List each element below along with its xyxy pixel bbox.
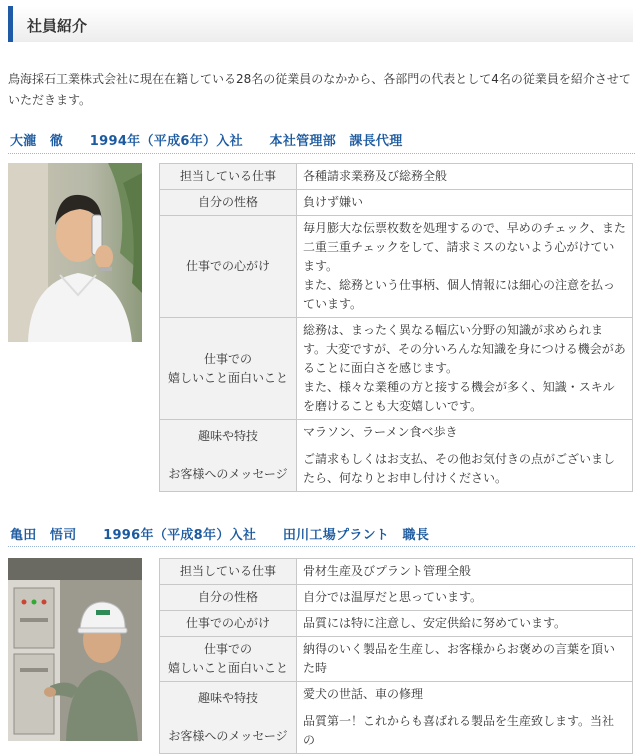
joy-text-1: 総務は、まったく異なる幅広い分野の知識が求められます。大変ですが、その分いろんな知識を身につける機会があることに面白さを感じます。 [303, 323, 626, 375]
hobby-message-label [160, 420, 297, 492]
page-title: 社員紹介 [27, 17, 88, 35]
mindset-label: 仕事での心がけ [160, 216, 297, 318]
table-row [160, 637, 633, 682]
table-row [160, 318, 633, 420]
personality-value: 負けず嫌い [297, 190, 633, 216]
joy-label-line-1: 仕事での [203, 642, 252, 656]
employee-1-header: 大瀧 徹 1994年（平成6年）入社 本社管理部 課長代理 [10, 134, 403, 149]
hobby-message-value [297, 682, 633, 754]
hobby-message-value [297, 420, 633, 492]
page-title-bar [8, 6, 633, 42]
joy-label-line-2: 嬉しいこと面白いこと [167, 370, 288, 385]
joy-value [297, 318, 633, 420]
hobby-value: 愛犬の世話、車の修理 [303, 687, 424, 701]
personality-label: 自分の性格 [160, 585, 297, 611]
message-value: 品質第一！これからも喜ばれる製品を生産致します。当社の [303, 714, 615, 747]
work-value: 各種請求業務及び総務全般 [297, 164, 633, 190]
intro-text: 鳥海採石工業株式会社に現在在籍している28名の従業員のなかから、各部門の代表として4名の従業員を紹介させていただきます。 [8, 72, 631, 107]
employee-2-divider [8, 546, 635, 547]
table-row [160, 585, 633, 611]
hobby-label: 趣味や特技 [197, 429, 258, 443]
hobby-value: マラソン、ラーメン食べ歩き [303, 425, 458, 439]
table-row [160, 611, 633, 637]
table-row [160, 559, 633, 585]
employee-1-photo [8, 163, 142, 342]
mindset-text-2: また、総務という仕事柄、個人情報には細心の注意を払っています。 [303, 278, 616, 311]
mindset-text-1: 毎月膨大な伝票枚数を処理するので、早めのチェック、また二重三重チェックをして、請求ミスのないよう心がけています。 [303, 221, 626, 273]
mindset-value: 品質には特に注意し、安定供給に努めています。 [297, 611, 633, 637]
mindset-value [297, 216, 633, 318]
personality-label: 自分の性格 [160, 190, 297, 216]
message-label: お客様へのメッセージ [168, 729, 288, 743]
table-row [160, 216, 633, 318]
message-label: お客様へのメッセージ [168, 467, 288, 481]
joy-value: 納得のいく製品を生産し、お客様からお褒めの言葉を頂いた時 [297, 637, 633, 682]
hobby-label: 趣味や特技 [197, 691, 258, 705]
hobby-message-label [160, 682, 297, 754]
joy-label [160, 318, 297, 420]
work-label: 担当している仕事 [160, 559, 297, 585]
joy-label-line-1: 仕事での [203, 351, 252, 366]
table-row [160, 164, 633, 190]
mindset-label: 仕事での心がけ [160, 611, 297, 637]
table-row [160, 682, 633, 754]
employee-1-profile-table [159, 163, 633, 492]
table-row [160, 190, 633, 216]
personality-value: 自分では温厚だと思っています。 [297, 585, 633, 611]
employee-2-photo [8, 558, 142, 741]
employee-2-header: 亀田 悟司 1996年（平成8年）入社 田川工場プラント 職長 [10, 528, 430, 543]
employee-2-profile-table [159, 558, 633, 754]
table-row [160, 420, 633, 492]
message-value: ご請求もしくはお支払、その他お気付きの点がございましたら、何なりとお申し付けください。 [303, 452, 616, 485]
work-label: 担当している仕事 [160, 164, 297, 190]
joy-text-2: また、様々な業種の方と接する機会が多く、知識・スキルを磨けることも大変嬉しいです。 [303, 380, 615, 413]
joy-label-line-2: 嬉しいこと面白いこと [167, 661, 288, 675]
joy-label [160, 637, 297, 682]
employee-1-divider [8, 153, 635, 154]
work-value: 骨材生産及びプラント管理全般 [297, 559, 633, 585]
